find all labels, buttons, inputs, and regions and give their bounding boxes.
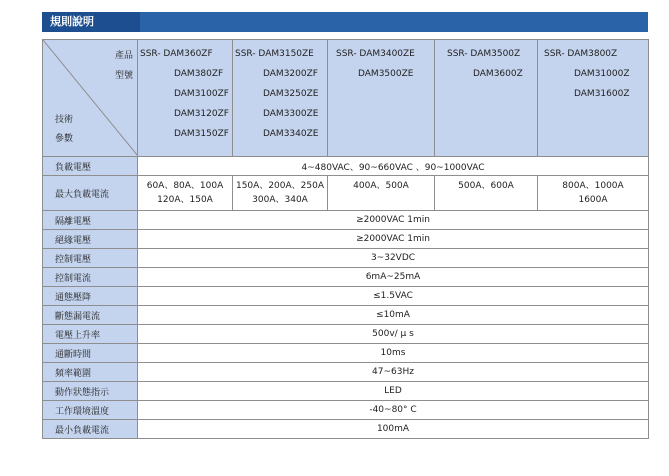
table-row: [43, 306, 649, 325]
model-item: DAM3600Z: [473, 69, 523, 79]
row-label: 最小負載電流: [43, 420, 138, 439]
header-corner-cell: [43, 40, 138, 157]
table-row: [43, 268, 649, 287]
row-label: 控制電流: [43, 268, 138, 287]
table-row: [43, 211, 649, 230]
section-title-bar: [42, 12, 648, 32]
row-value: 500v/ μ s: [138, 325, 649, 344]
model-label: 型號: [114, 71, 133, 81]
model-item: DAM3120ZF: [174, 109, 229, 119]
row-label: 通態壓降: [43, 287, 138, 306]
model-title: SSR- DAM3500Z: [447, 49, 521, 59]
current-cell-3: [328, 176, 435, 211]
row-label: 通斷時間: [43, 344, 138, 363]
table-row: [43, 344, 649, 363]
model-item: DAM3340ZE: [263, 129, 319, 139]
model-column-1: [138, 40, 233, 157]
table-row: [43, 420, 649, 439]
model-column-5: [538, 40, 649, 157]
model-item: DAM3200ZF: [263, 69, 318, 79]
section-title: 規則說明: [42, 12, 140, 32]
row-value: ≤10mA: [138, 306, 649, 325]
current-cell-1: [138, 176, 233, 211]
current-cell-5: [538, 176, 649, 211]
row-value: ≤1.5VAC: [138, 287, 649, 306]
row-value: 10ms: [138, 344, 649, 363]
row-value: 6mA~25mA: [138, 268, 649, 287]
table-row: [43, 287, 649, 306]
current-cell-2: [233, 176, 328, 211]
current-line: 60A、80A、100A: [146, 181, 224, 191]
row-label: 電壓上升率: [43, 325, 138, 344]
row-value: -40~80° C: [138, 401, 649, 420]
current-line: 120A、150A: [157, 195, 213, 205]
table-row-load-voltage: [43, 157, 649, 176]
row-value: ≥2000VAC 1min: [138, 211, 649, 230]
row-label: 絕緣電壓: [43, 230, 138, 249]
row-label: 控制電壓: [43, 249, 138, 268]
row-value: ≥2000VAC 1min: [138, 230, 649, 249]
model-title: SSR- DAM360ZF: [140, 49, 213, 59]
current-line: 400A、500A: [353, 181, 409, 191]
row-value: 47~63Hz: [138, 363, 649, 382]
tech-label: 技術: [55, 115, 74, 125]
product-label: 產品: [114, 51, 133, 61]
model-item: DAM3250ZE: [263, 89, 319, 99]
row-value: LED: [138, 382, 649, 401]
header-row: [43, 40, 649, 157]
current-cell-4: [435, 176, 538, 211]
model-item: DAM3100ZF: [174, 89, 229, 99]
model-item: DAM380ZF: [174, 69, 224, 79]
model-column-4: [435, 40, 538, 157]
table-row: [43, 249, 649, 268]
table-row: [43, 382, 649, 401]
current-line: 300A、340A: [252, 195, 308, 205]
model-item: DAM3500ZE: [358, 69, 414, 79]
row-value: 3~32VDC: [138, 249, 649, 268]
param-label: 參數: [55, 134, 74, 144]
model-title: SSR- DAM3150ZE: [235, 49, 314, 59]
row-label: 負載電壓: [43, 157, 138, 176]
row-value: 4~480VAC、90~660VAC 、90~1000VAC: [138, 157, 649, 176]
table-row: [43, 230, 649, 249]
row-label: 隔離電壓: [43, 211, 138, 230]
row-label: 工作環境溫度: [43, 401, 138, 420]
current-line: 800A、1000A: [562, 181, 624, 191]
row-value: 100mA: [138, 420, 649, 439]
current-line: 150A、200A、250A: [235, 181, 324, 191]
table-row: [43, 363, 649, 382]
model-title: SSR- DAM3400ZE: [336, 49, 415, 59]
current-line: 500A、600A: [458, 181, 514, 191]
row-label: 斷態漏電流: [43, 306, 138, 325]
table-row-max-current: [43, 176, 649, 211]
model-item: DAM31000Z: [574, 69, 630, 79]
model-item: DAM3150ZF: [174, 129, 229, 139]
current-line: 1600A: [578, 195, 608, 205]
spec-table: [42, 39, 649, 439]
model-item: DAM3300ZE: [263, 109, 319, 119]
table-row: [43, 401, 649, 420]
row-label: 動作狀態指示: [43, 382, 138, 401]
model-item: DAM31600Z: [574, 89, 630, 99]
model-column-2: [233, 40, 328, 157]
model-title: SSR- DAM3800Z: [544, 49, 618, 59]
model-column-3: [328, 40, 435, 157]
table-row: [43, 325, 649, 344]
row-label: 頻率範圍: [43, 363, 138, 382]
row-label: 最大負載電流: [43, 176, 138, 211]
